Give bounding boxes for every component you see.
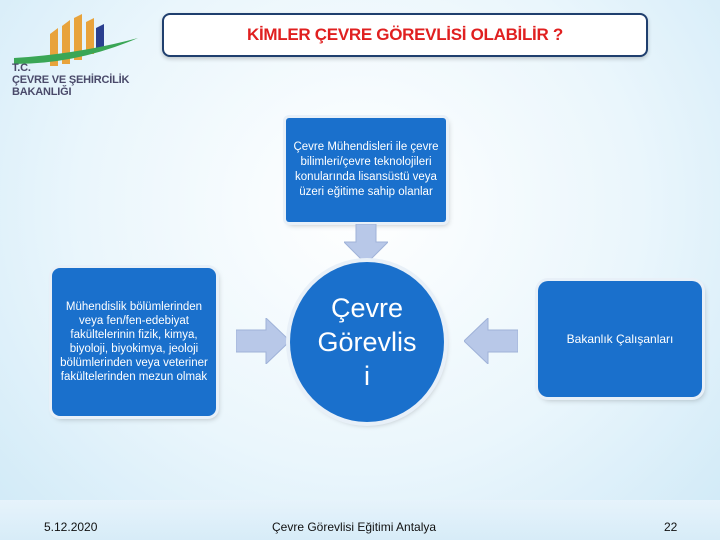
center-line-1: Çevre (330, 293, 404, 323)
page-number: 22 (664, 520, 678, 534)
ministry-name (12, 62, 129, 98)
top-criteria-text: Çevre Mühendisleri ile çevre bilimleri/çevre teknolojileri konularında lisansüstü veya üzeri eğitime sahip olanlar (293, 141, 439, 198)
logo-line-3: BAKANLIĞI (12, 86, 72, 98)
right-arrow-icon (236, 318, 290, 364)
slide-title: KİMLER ÇEVRE GÖREVLİSİ OLABİLİR ? (247, 25, 563, 44)
center-circle (290, 262, 444, 422)
down-arrow-icon (344, 224, 388, 264)
slide-title-box (162, 13, 648, 57)
logo-line-2: ÇEVRE VE ŞEHİRCİLİK (12, 74, 130, 86)
right-criteria-box (538, 281, 702, 397)
footer-date: 5.12.2020 (44, 520, 98, 534)
right-criteria-text: Bakanlık Çalışanları (566, 332, 674, 346)
left-criteria-text: Mühendislik bölümlerinden veya fen/fen-edebiyat fakültelerinin fizik, kimya, biyoloji, biyokimya, jeoloji bölümlerinden veya veteriner fakültelerinden mezun olmak (60, 301, 208, 383)
center-line-2: Görevlis (317, 327, 417, 357)
center-line-3: i (364, 361, 370, 391)
left-arrow-icon (464, 318, 518, 364)
footer-title: Çevre Görevlisi Eğitimi Antalya (272, 520, 437, 534)
top-criteria-box (286, 118, 446, 222)
left-criteria-box (52, 268, 216, 416)
logo-line-1: T.C. (12, 62, 31, 74)
